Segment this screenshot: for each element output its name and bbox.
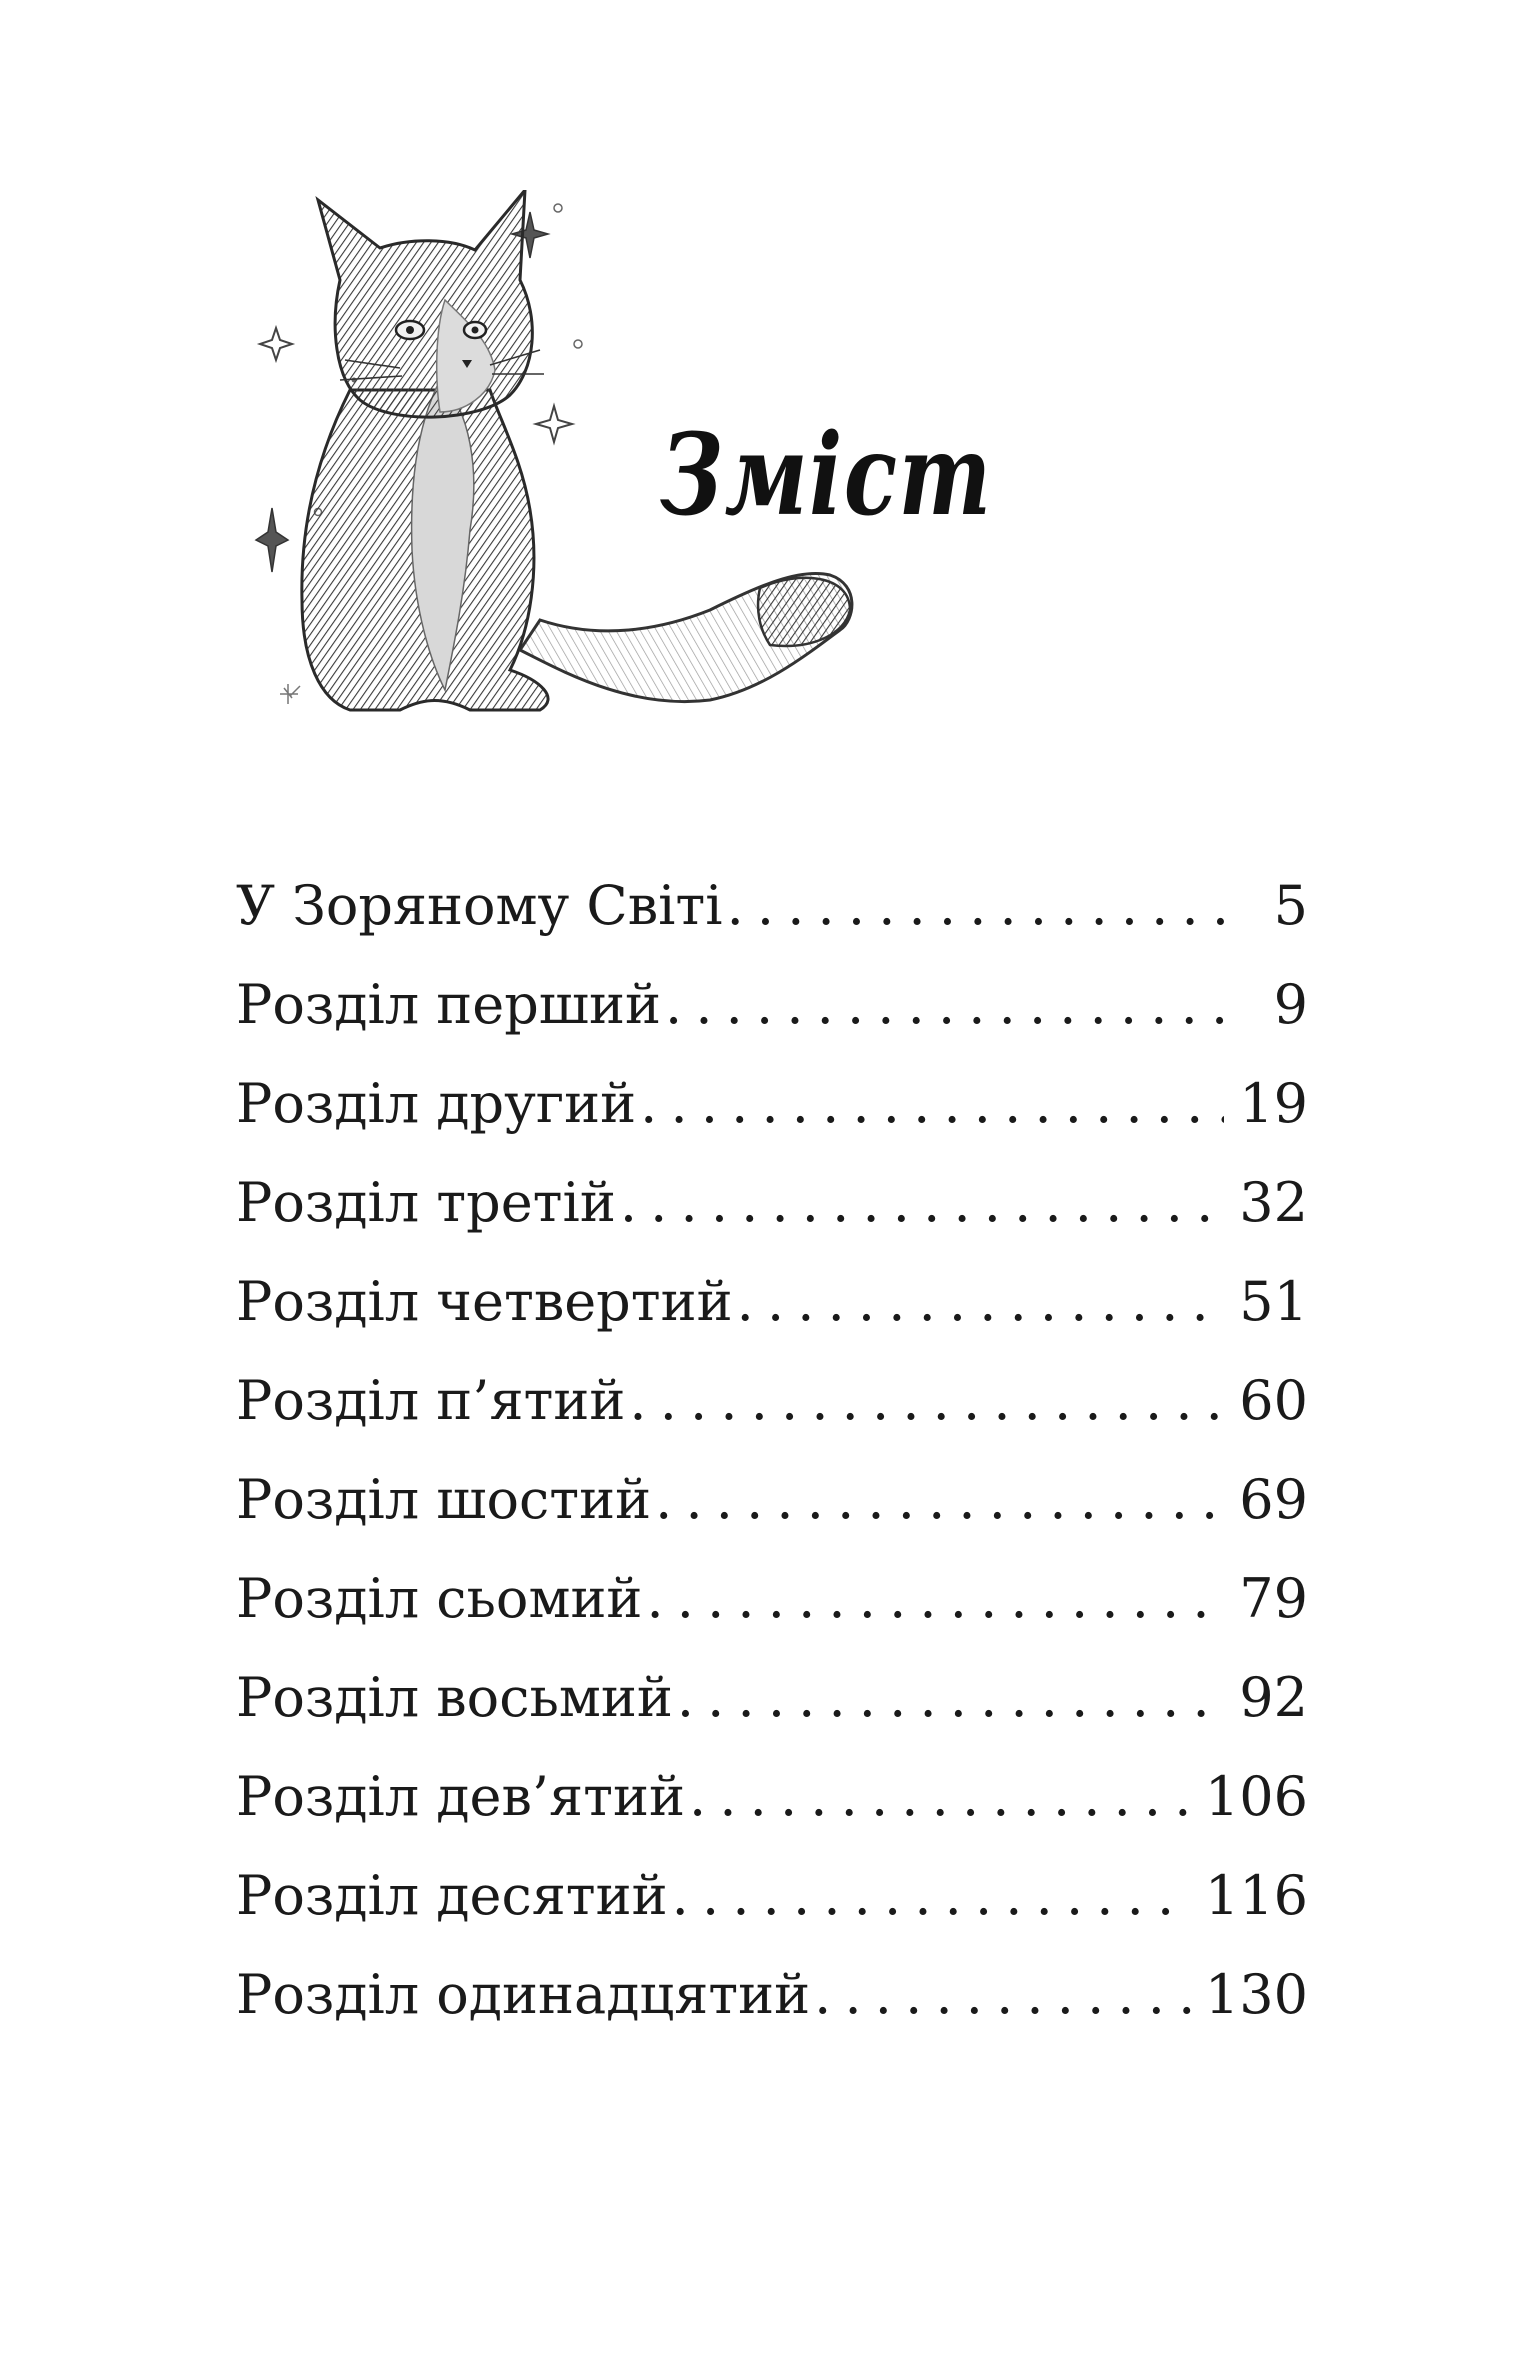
toc-entry[interactable] bbox=[236, 856, 1308, 955]
table-of-contents bbox=[236, 856, 1308, 2044]
toc-entry-page: 79 bbox=[1239, 1567, 1308, 1630]
dot-leader bbox=[685, 1747, 1191, 1846]
toc-entry[interactable] bbox=[236, 1549, 1308, 1648]
toc-entry-page: 106 bbox=[1204, 1765, 1308, 1828]
page-title: Зміст bbox=[660, 410, 993, 541]
toc-entry[interactable] bbox=[236, 955, 1308, 1054]
dot-leader bbox=[668, 1846, 1191, 1945]
toc-entry-page: 130 bbox=[1204, 1963, 1308, 2026]
toc-entry-title: Розділ сьомий bbox=[236, 1567, 643, 1630]
toc-entry[interactable] bbox=[236, 1846, 1308, 1945]
toc-entry[interactable] bbox=[236, 1153, 1308, 1252]
star-icon bbox=[536, 406, 572, 442]
toc-entry-title: Розділ другий bbox=[236, 1072, 637, 1135]
toc-entry[interactable] bbox=[236, 1450, 1308, 1549]
toc-entry-title: Розділ десятий bbox=[236, 1864, 668, 1927]
star-dot-icon bbox=[574, 340, 582, 348]
dot-leader bbox=[642, 1549, 1224, 1648]
toc-entry-page: 19 bbox=[1239, 1072, 1308, 1135]
toc-entry-title: Розділ восьмий bbox=[236, 1666, 673, 1729]
toc-entry-page: 9 bbox=[1273, 973, 1308, 1036]
toc-entry-title: Розділ шостий bbox=[236, 1468, 652, 1531]
dot-leader bbox=[625, 1351, 1224, 1450]
toc-entry[interactable] bbox=[236, 1351, 1308, 1450]
toc-entry-page: 51 bbox=[1239, 1270, 1308, 1333]
star-icon bbox=[260, 328, 292, 360]
toc-entry-page: 69 bbox=[1239, 1468, 1308, 1531]
toc-entry-page: 60 bbox=[1239, 1369, 1308, 1432]
toc-entry-title: Розділ п’ятий bbox=[236, 1369, 626, 1432]
toc-entry-page: 5 bbox=[1273, 874, 1308, 937]
toc-entry-page: 32 bbox=[1239, 1171, 1308, 1234]
toc-entry-title: Розділ перший bbox=[236, 973, 661, 1036]
toc-entry-page: 92 bbox=[1239, 1666, 1308, 1729]
toc-entry-title: У Зоряному Світі bbox=[236, 874, 723, 937]
toc-entry[interactable] bbox=[236, 1054, 1308, 1153]
toc-entry-title: Розділ четвертий bbox=[236, 1270, 733, 1333]
dot-leader bbox=[636, 1054, 1224, 1153]
toc-entry[interactable] bbox=[236, 1747, 1308, 1846]
toc-entry-page: 116 bbox=[1204, 1864, 1308, 1927]
star-dot-icon bbox=[554, 204, 562, 212]
dot-leader bbox=[810, 1945, 1191, 2044]
dot-leader bbox=[673, 1648, 1224, 1747]
toc-entry[interactable] bbox=[236, 1252, 1308, 1351]
dot-leader bbox=[616, 1153, 1224, 1252]
toc-entry-title: Розділ дев’ятий bbox=[236, 1765, 685, 1828]
toc-entry[interactable] bbox=[236, 1648, 1308, 1747]
dot-leader bbox=[661, 955, 1224, 1054]
toc-entry-title: Розділ третій bbox=[236, 1171, 616, 1234]
star-icon bbox=[280, 684, 300, 704]
toc-entry-title: Розділ одинадцятий bbox=[236, 1963, 811, 2026]
dot-leader bbox=[723, 856, 1224, 955]
star-icon bbox=[256, 508, 288, 572]
toc-entry[interactable] bbox=[236, 1945, 1308, 2044]
dot-leader bbox=[651, 1450, 1224, 1549]
dot-leader bbox=[733, 1252, 1224, 1351]
